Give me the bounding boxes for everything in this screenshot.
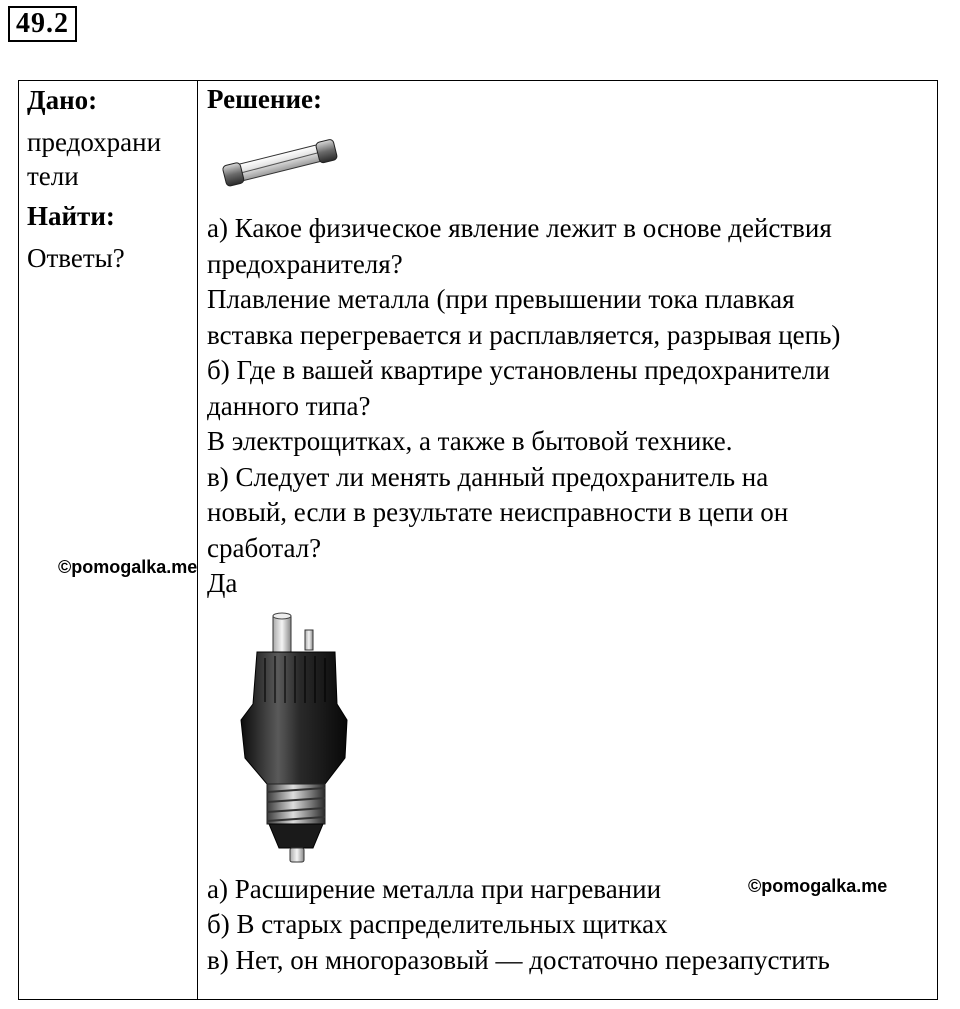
solution-column xyxy=(207,81,937,978)
solution-text-part-1: а) Какое физическое явление лежит в основе действия предохранителя? Плавление металла (при превышении тока плавкая вставка перегревается и расплавляется, разрывая цепь) б) Где в вашей квартире установлены предохранители данного типа? В электрощитках, а также в бытовой технике. в) Следует ли менять данный предохранитель на новый, если в результате неисправности в цепи он сработал? Да xyxy=(207,213,841,598)
solution-table xyxy=(18,80,938,1000)
find-heading: Найти: xyxy=(27,201,115,231)
find-item-1: Ответы? xyxy=(27,243,125,273)
watermark-left: ©pomogalka.me xyxy=(58,557,198,577)
given-item-2: тели xyxy=(27,161,79,191)
solution-heading: Решение: xyxy=(207,84,322,114)
solution-text-part-2: а) Расширение металла при нагревании б) В старых распределительных щитках в) Нет, он многоразовый — достаточно перезапустить xyxy=(207,873,830,975)
given-column xyxy=(27,81,192,275)
given-item-1: предохрани xyxy=(27,127,162,157)
fuse-icon xyxy=(217,137,345,189)
given-heading: Дано: xyxy=(27,85,98,115)
plug-fuse-icon xyxy=(221,608,361,868)
task-number: 49.2 xyxy=(8,6,77,42)
column-divider xyxy=(197,81,198,999)
watermark-right: ©pomogalka.me xyxy=(748,876,888,896)
